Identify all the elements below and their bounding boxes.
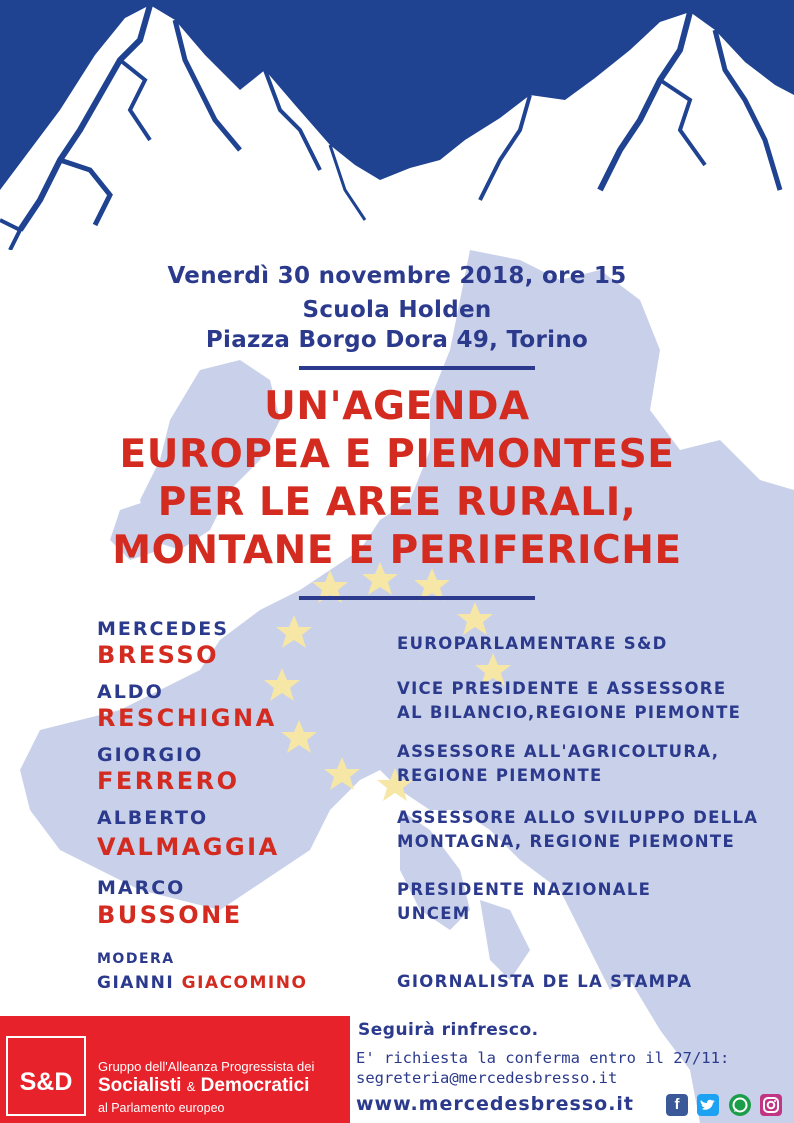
title-line-3: PER LE AREE RURALI, bbox=[157, 480, 637, 525]
event-address: Piazza Borgo Dora 49, Torino bbox=[205, 327, 589, 353]
logo-mark: S&D bbox=[19, 1068, 73, 1096]
speaker-role: VICE PRESIDENTE E ASSESSORE AL BILANCIO,REGIONE PIEMONTE bbox=[397, 679, 742, 722]
speaker-first-name: MARCO bbox=[97, 877, 186, 899]
logo-line-1: Gruppo dell'Alleanza Progressista dei bbox=[98, 1059, 315, 1074]
moderator-label: MODERA bbox=[97, 951, 175, 967]
moderator-name: GIANNI GIACOMINO bbox=[97, 973, 308, 993]
confirmation-note: E' richiesta la conferma entro il 27/11: bbox=[356, 1049, 730, 1067]
title-line-4: MONTANE E PERIFERICHE bbox=[112, 528, 682, 573]
speaker-last-name: FERRERO bbox=[97, 767, 240, 795]
website-link[interactable]: www.mercedesbresso.it bbox=[356, 1093, 635, 1115]
speaker-first-name: GIORGIO bbox=[97, 744, 204, 766]
mountain-banner bbox=[0, 0, 794, 250]
event-date: Venerdì 30 novembre 2018, ore 15 bbox=[167, 263, 627, 289]
speaker-last-name: RESCHIGNA bbox=[97, 704, 277, 732]
speaker-first-name: ALDO bbox=[97, 681, 164, 703]
divider-top bbox=[299, 366, 535, 370]
speaker-last-name: VALMAGGIA bbox=[97, 833, 280, 861]
speaker-last-name: BRESSO bbox=[97, 641, 220, 669]
logo-line-3: al Parlamento europeo bbox=[98, 1101, 225, 1115]
contact-email[interactable]: segreteria@mercedesbresso.it bbox=[356, 1069, 618, 1087]
twitter-icon[interactable] bbox=[697, 1094, 719, 1116]
event-venue: Scuola Holden bbox=[302, 297, 492, 323]
speaker-role: ASSESSORE ALLO SVILUPPO DELLA MONTAGNA, REGIONE PIEMONTE bbox=[397, 808, 759, 851]
title-line-1: UN'AGENDA bbox=[264, 384, 530, 429]
refreshment-note: Seguirà rinfresco. bbox=[358, 1020, 539, 1040]
instagram-icon[interactable] bbox=[760, 1094, 782, 1116]
sd-group-logo bbox=[0, 1016, 350, 1123]
speaker-first-name: ALBERTO bbox=[97, 807, 209, 829]
speaker-role: PRESIDENTE NAZIONALE UNCEM bbox=[397, 880, 652, 923]
divider-bottom bbox=[299, 596, 535, 600]
speaker-first-name: MERCEDES bbox=[97, 618, 229, 640]
title-line-2: EUROPEA E PIEMONTESE bbox=[119, 432, 675, 477]
whatsapp-icon[interactable] bbox=[729, 1094, 751, 1116]
moderator-role: GIORNALISTA DE LA STAMPA bbox=[397, 972, 693, 991]
logo-line-2: Socialisti & Democratici bbox=[98, 1075, 310, 1096]
speaker-role: ASSESSORE ALL'AGRICOLTURA, REGIONE PIEMONTE bbox=[397, 742, 720, 785]
speaker-last-name: BUSSONE bbox=[97, 901, 243, 929]
speaker-role: EUROPARLAMENTARE S&D bbox=[397, 634, 668, 653]
facebook-icon[interactable]: f bbox=[666, 1094, 688, 1116]
